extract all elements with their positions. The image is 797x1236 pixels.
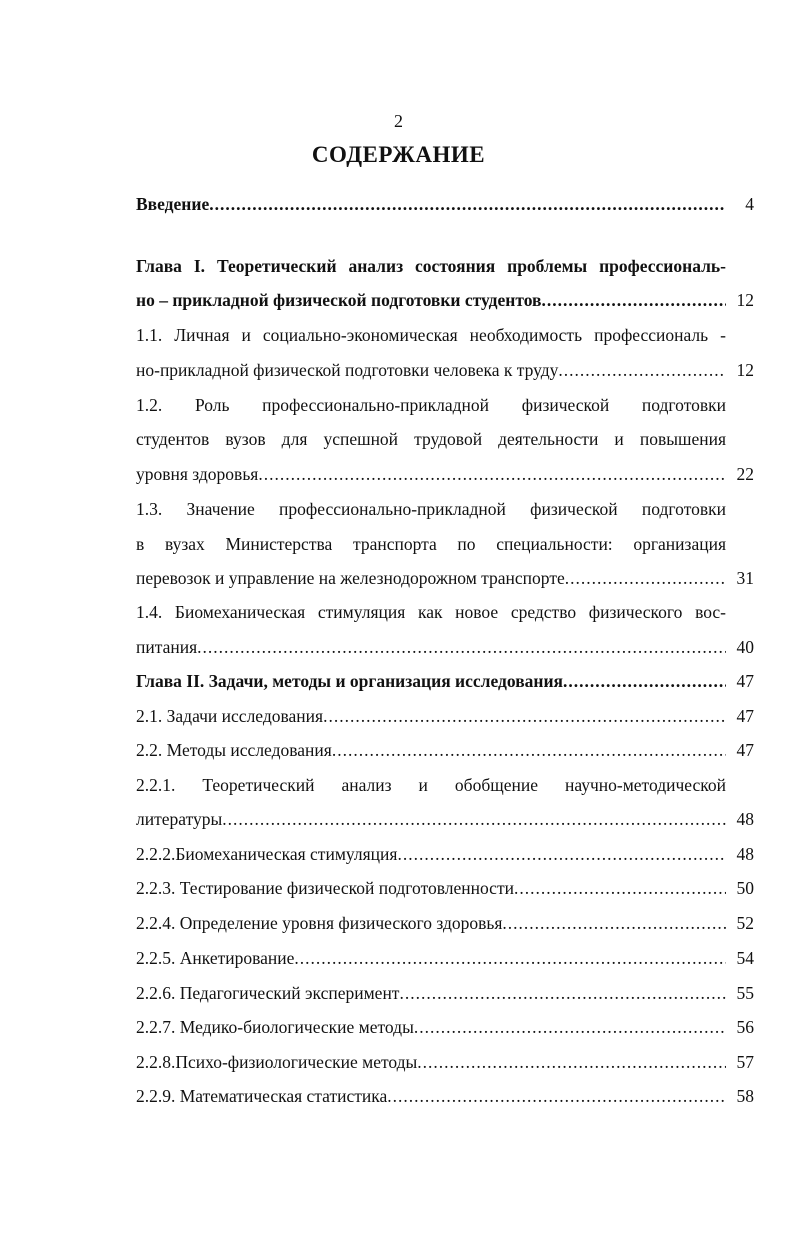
dot-leader xyxy=(387,1080,726,1112)
toc-entry-title: 1.1. Личная и социально-экономическая необходимость профессиональ - xyxy=(136,325,726,345)
toc-entry-title: питания xyxy=(136,637,198,657)
toc-entry-title: 2.1. Задачи исследования xyxy=(136,706,324,726)
dot-leader xyxy=(399,977,726,1009)
dot-leader xyxy=(222,803,726,835)
toc-entry-page-number: 31 xyxy=(736,568,754,588)
toc-entry[interactable] xyxy=(136,1080,754,1112)
toc-entry[interactable] xyxy=(136,1011,754,1043)
toc-entry-title: но – прикладной физической подготовки студентов xyxy=(136,290,542,310)
toc-entry-page-number: 52 xyxy=(736,913,754,933)
dot-leader xyxy=(417,1046,726,1078)
toc-entry-title: но-прикладной физической подготовки человека к труду xyxy=(136,360,559,380)
toc-entry-page-number: 47 xyxy=(736,706,754,726)
toc-entry-title: литературы xyxy=(136,809,223,829)
toc-entry[interactable] xyxy=(136,250,754,282)
toc-entry-page-number: 48 xyxy=(736,809,754,829)
dot-leader xyxy=(397,838,726,870)
toc-entry[interactable] xyxy=(136,423,754,455)
toc-entry[interactable] xyxy=(136,631,754,663)
toc-entry-title: 2.2.7. Медико-биологические методы xyxy=(136,1017,414,1037)
dot-leader xyxy=(565,562,726,594)
toc-entry-title: 2.2.5. Анкетирование xyxy=(136,948,295,968)
toc-entry-page-number: 54 xyxy=(736,948,754,968)
toc-entry-title: уровня здоровья xyxy=(136,464,259,484)
toc-entry-page-number: 57 xyxy=(736,1052,754,1072)
toc-entry-title: 2.2.3. Тестирование физической подготовленности xyxy=(136,878,514,898)
toc-entry-title: 2.2. Методы исследования xyxy=(136,740,332,760)
toc-entry[interactable] xyxy=(136,942,754,974)
toc-entry-page-number: 58 xyxy=(736,1086,754,1106)
toc-entry-page-number: 56 xyxy=(736,1017,754,1037)
toc-entry-page-number: 12 xyxy=(736,290,754,310)
toc-entry-page-number: 12 xyxy=(736,360,754,380)
toc-entry-title: 2.2.9. Математическая статистика xyxy=(136,1086,388,1106)
toc-entry[interactable] xyxy=(136,700,754,732)
toc-entry-title: Глава I. Теоретический анализ состояния проблемы профессиональ- xyxy=(136,256,726,276)
toc-entry[interactable] xyxy=(136,493,754,525)
dot-leader xyxy=(294,942,726,974)
toc-entry-title: студентов вузов для успешной трудовой деятельности и повышения xyxy=(136,429,726,449)
toc-entry-title: в вузах Министерства транспорта по специальности: организация xyxy=(136,534,726,554)
toc-entry-title: Введение xyxy=(136,194,210,214)
toc-entry-title: перевозок и управление на железнодорожном транспорте xyxy=(136,568,565,588)
dot-leader xyxy=(258,458,726,490)
toc-entry[interactable] xyxy=(136,872,754,904)
toc-entry[interactable] xyxy=(136,562,754,594)
toc-entry[interactable] xyxy=(136,284,754,316)
toc-entry-title: 2.2.2.Биомеханическая стимуляция xyxy=(136,844,398,864)
toc-entry-title: 1.3. Значение профессионально-прикладной физической подготовки xyxy=(136,499,726,519)
toc-entry-page-number: 47 xyxy=(736,740,754,760)
dot-leader xyxy=(542,284,726,316)
toc-entry[interactable] xyxy=(136,665,754,697)
toc-entry-page-number: 4 xyxy=(745,194,754,214)
toc-entry[interactable] xyxy=(136,977,754,1009)
toc-entry-title: Глава II. Задачи, методы и организация исследования xyxy=(136,671,564,691)
toc-entry-page-number: 48 xyxy=(736,844,754,864)
dot-leader xyxy=(332,734,726,766)
toc-entry[interactable] xyxy=(136,907,754,939)
toc-entry[interactable] xyxy=(136,319,754,351)
toc-entry[interactable] xyxy=(136,769,754,801)
toc-entry-title: 2.2.8.Психо-физиологические методы xyxy=(136,1052,418,1072)
toc-entry-title: 2.2.4. Определение уровня физического здоровья xyxy=(136,913,503,933)
toc-entry[interactable] xyxy=(136,188,754,220)
dot-leader xyxy=(209,188,726,220)
toc-entry-page-number: 40 xyxy=(736,637,754,657)
toc-entry[interactable] xyxy=(136,734,754,766)
dot-leader xyxy=(558,354,726,386)
toc-entry[interactable] xyxy=(136,596,754,628)
toc-entry-title: 1.2. Роль профессионально-прикладной физической подготовки xyxy=(136,395,726,415)
toc-entry-page-number: 55 xyxy=(736,983,754,1003)
toc-entry[interactable] xyxy=(136,528,754,560)
dot-leader xyxy=(514,872,726,904)
toc-entry[interactable] xyxy=(136,838,754,870)
toc-entry[interactable] xyxy=(136,1046,754,1078)
toc-entry-title: 1.4. Биомеханическая стимуляция как новое средство физического вос- xyxy=(136,602,726,622)
toc-entry-page-number: 47 xyxy=(736,671,754,691)
dot-leader xyxy=(197,631,726,663)
dot-leader xyxy=(323,700,726,732)
toc-entry-page-number: 22 xyxy=(736,464,754,484)
dot-leader xyxy=(502,907,726,939)
toc-entry-page-number: 50 xyxy=(736,878,754,898)
toc-entry[interactable] xyxy=(136,803,754,835)
toc-entry-title: 2.2.1. Теоретический анализ и обобщение научно-методической xyxy=(136,775,726,795)
toc-entry[interactable] xyxy=(136,458,754,490)
toc-entry[interactable] xyxy=(136,354,754,386)
toc-entry-title: 2.2.6. Педагогический эксперимент xyxy=(136,983,400,1003)
dot-leader xyxy=(414,1011,726,1043)
page-number: 2 xyxy=(394,111,403,131)
page-title: СОДЕРЖАНИЕ xyxy=(311,142,486,167)
dot-leader xyxy=(563,665,726,697)
toc-entry[interactable] xyxy=(136,389,754,421)
